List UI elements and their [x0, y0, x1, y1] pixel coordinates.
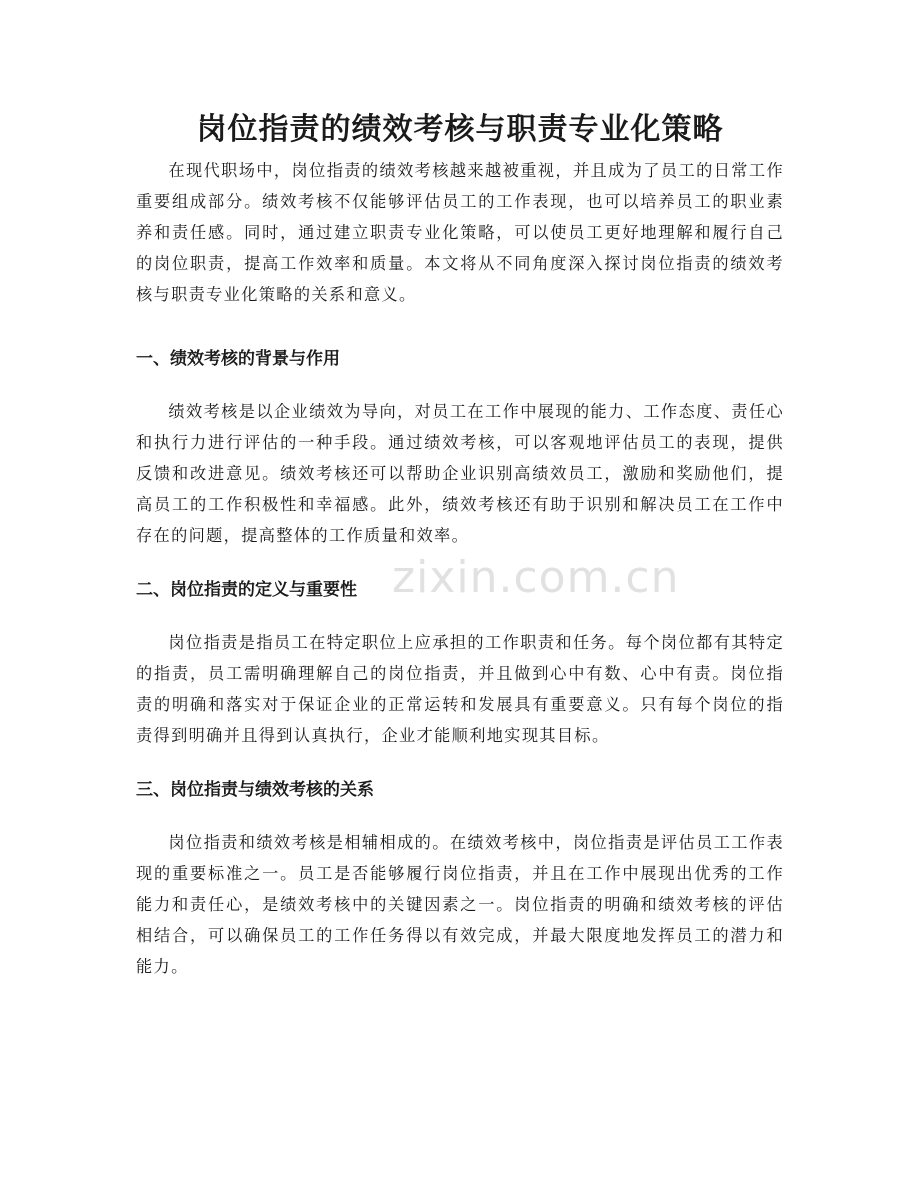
section-paragraph-3: 岗位指责和绩效考核是相辅相成的。在绩效考核中，岗位指责是评估员工工作表现的重要标准之一。员工是否能够履行岗位指责，并且在工作中展现出优秀的工作能力和责任心，是绩效考核中的关键因素之一。岗位指责的明确和绩效考核的评估相结合，可以确保员工的工作任务得以有效完成，并最大限度地发挥员工的潜力和能力。: [136, 833, 784, 976]
section-heading-3: 三、岗位指责与绩效考核的关系: [136, 780, 374, 800]
section-heading-1: 一、绩效考核的背景与作用: [136, 349, 340, 369]
section-paragraph-1: 绩效考核是以企业绩效为导向，对员工在工作中展现的能力、工作态度、责任心和执行力进行评估的一种手段。通过绩效考核，可以客观地评估员工的表现，提供反馈和改进意见。绩效考核还可以帮助企业识别高绩效员工，激励和奖励他们，提高员工的工作积极性和幸福感。此外，绩效考核还有助于识别和解决员工在工作中存在的问题，提高整体的工作质量和效率。: [136, 402, 784, 545]
section-paragraph-2: 岗位指责是指员工在特定职位上应承担的工作职责和任务。每个岗位都有其特定的指责，员工需明确理解自己的岗位指责，并且做到心中有数、心中有责。岗位指责的明确和落实对于保证企业的正常运转和发展具有重要意义。只有每个岗位的指责得到明确并且得到认真执行，企业才能顺利地实现其目标。: [136, 633, 784, 745]
section-heading-2: 二、岗位指责的定义与重要性: [136, 580, 357, 600]
watermark: zixin.com.cn: [392, 552, 680, 603]
document-body: [136, 155, 784, 982]
intro-paragraph: 在现代职场中，岗位指责的绩效考核越来越被重视，并且成为了员工的日常工作重要组成部分。绩效考核不仅能够评估员工的工作表现，也可以培养员工的职业素养和责任感。同时，通过建立职责专业化策略，可以使员工更好地理解和履行自己的岗位职责，提高工作效率和质量。本文将从不同角度深入探讨岗位指责的绩效考核与职责专业化策略的关系和意义。: [136, 161, 784, 304]
document-title: 岗位指责的绩效考核与职责专业化策略: [196, 112, 724, 147]
